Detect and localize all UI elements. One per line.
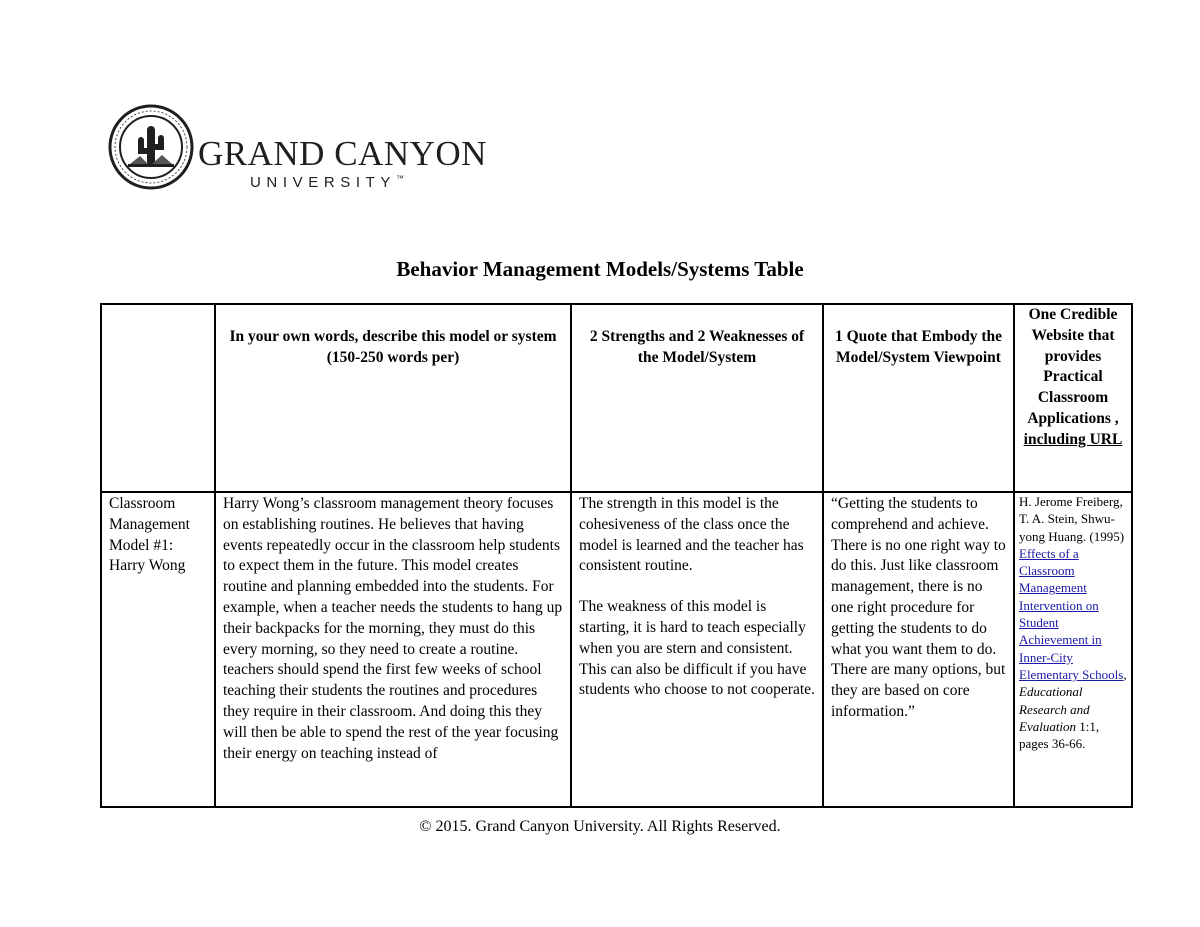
weakness-text: The weakness of this model is starting, it is hard to teach especially when you are stern and consistent. This can also be difficult if you have students who choose to not cooperate. bbox=[579, 598, 815, 699]
strengths-weaknesses-cell bbox=[571, 492, 823, 807]
university-logo bbox=[108, 104, 488, 196]
brand-subtitle: UNIVERSITY™ bbox=[250, 174, 405, 191]
copyright-footer: © 2015. Grand Canyon University. All Rights Reserved. bbox=[419, 818, 781, 835]
brand-name: GRAND CANYON bbox=[198, 134, 487, 173]
description-cell: Harry Wong’s classroom management theory focuses on establishing routines. He believes that having events repeatedly occur in the classroom help students to expect them in the future. This model creates routine and planning embedded into the students. For example, when a teacher needs the students to hang up their backpacks for the morning, they must do this every morning, so they need to create a routine. teachers should spend the first few weeks of school teaching their students the routines and procedures they require in their classroom. And doing this they will then be able to spend the rest of the year focusing their energy on teaching instead of bbox=[215, 492, 571, 807]
source-link[interactable]: Effects of a Classroom Management Intervention on Student Achievement in Inner-City Elementary Schools bbox=[1019, 545, 1124, 682]
strength-text: The strength in this model is the cohesiveness of the class once the model is learned and the teacher has consistent routine. bbox=[579, 495, 804, 575]
header-model-name bbox=[101, 304, 215, 492]
behavior-models-table bbox=[100, 303, 1133, 808]
gcu-seal-icon bbox=[108, 104, 194, 190]
header-description: In your own words, describe this model or system (150-250 words per) bbox=[215, 304, 571, 492]
table-header-row bbox=[101, 304, 1132, 492]
quote-cell: “Getting the students to comprehend and achieve. There is no one right way to do this. Just like classroom management, there is no one right procedure for getting the students to do what you want them to do. There are many options, but they are based on core information.” bbox=[823, 492, 1014, 807]
header-quote: 1 Quote that Embody the Model/System Viewpoint bbox=[823, 304, 1014, 492]
header-strengths-weaknesses: 2 Strengths and 2 Weaknesses of the Model/System bbox=[571, 304, 823, 492]
model-name-cell: Classroom Management Model #1: Harry Wong bbox=[101, 492, 215, 807]
source-cell: H. Jerome Freiberg, T. A. Stein, Shwu-yong Huang. (1995) Effects of a Classroom Management Intervention on Student Achievement in Inner-City Elementary Schools, Educational Research and Evaluation 1:1, pages 36-66. bbox=[1014, 492, 1132, 807]
header-website: One Credible Website that provides Practical Classroom Applications , including URL bbox=[1014, 304, 1132, 492]
table-row bbox=[101, 492, 1132, 807]
document-title: Behavior Management Models/Systems Table bbox=[396, 257, 804, 281]
